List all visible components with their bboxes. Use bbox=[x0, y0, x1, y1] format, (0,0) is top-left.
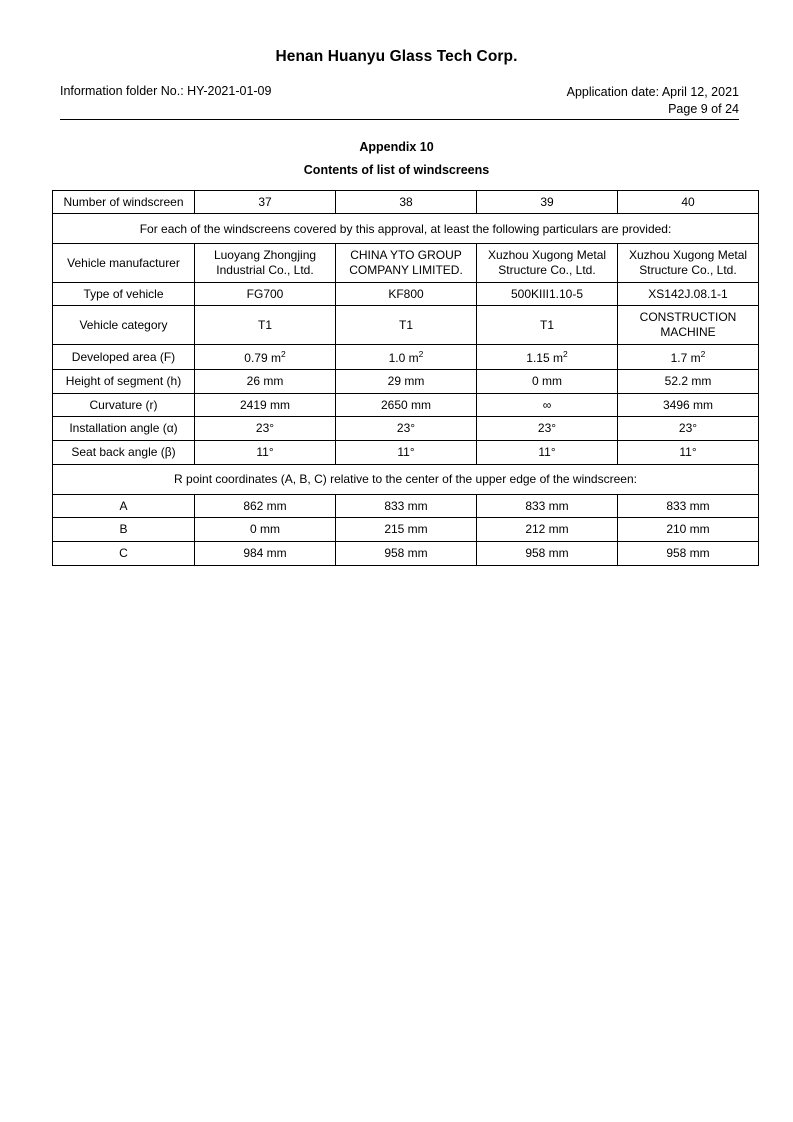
cell-seat-back-angle-1: 11° bbox=[195, 441, 336, 465]
document-meta bbox=[52, 84, 741, 118]
header-divider bbox=[60, 119, 739, 120]
cell-b-4: 210 mm bbox=[618, 518, 759, 542]
cell-category-4: CONSTRUCTION MACHINE bbox=[618, 306, 759, 344]
cell-seat-back-angle-3: 11° bbox=[477, 441, 618, 465]
cell-area-2 bbox=[336, 344, 477, 370]
table-row bbox=[53, 441, 759, 465]
cell-c-4: 958 mm bbox=[618, 541, 759, 565]
table-row bbox=[53, 244, 759, 282]
cell-height-1: 26 mm bbox=[195, 370, 336, 394]
cell-a-1: 862 mm bbox=[195, 494, 336, 518]
cell-area-4 bbox=[618, 344, 759, 370]
cell-area-3-value: 1.15 $m^2$ bbox=[526, 348, 568, 365]
cell-b-3: 212 mm bbox=[477, 518, 618, 542]
cell-type-3: 500KIII1.10-5 bbox=[477, 282, 618, 306]
cell-installation-angle-1: 23° bbox=[195, 417, 336, 441]
table-row-windscreen-numbers bbox=[53, 190, 759, 214]
row-label-b: B bbox=[53, 518, 195, 542]
table-row bbox=[53, 541, 759, 565]
cell-a-2: 833 mm bbox=[336, 494, 477, 518]
row-label-vehicle-manufacturer: Vehicle manufacturer bbox=[53, 244, 195, 282]
appendix-title: Appendix 10 bbox=[359, 139, 434, 154]
cell-a-4: 833 mm bbox=[618, 494, 759, 518]
row-label-vehicle-category: Vehicle category bbox=[53, 306, 195, 344]
row-label-height-of-segment: Height of segment (h) bbox=[53, 370, 195, 394]
cell-installation-angle-2: 23° bbox=[336, 417, 477, 441]
row-label-c: C bbox=[53, 541, 195, 565]
cell-manufacturer-4: Xuzhou Xugong Metal Structure Co., Ltd. bbox=[618, 244, 759, 282]
cell-installation-angle-4: 23° bbox=[618, 417, 759, 441]
cell-manufacturer-2: CHINA YTO GROUP COMPANY LIMITED. bbox=[336, 244, 477, 282]
row-label-seat-back-angle: Seat back angle (β) bbox=[53, 441, 195, 465]
cell-curvature-3: ∞ bbox=[477, 393, 618, 417]
cell-c-1: 984 mm bbox=[195, 541, 336, 565]
cell-area-4-value: 1.7 $m^2$ bbox=[670, 348, 706, 365]
cell-area-2-value: 1.0 $m^2$ bbox=[388, 348, 424, 365]
cell-manufacturer-1: Luoyang Zhongjing Industrial Co., Ltd. bbox=[195, 244, 336, 282]
cell-type-1: FG700 bbox=[195, 282, 336, 306]
appendix-subtitle: Contents of list of windscreens bbox=[303, 162, 490, 177]
cell-seat-back-angle-2: 11° bbox=[336, 441, 477, 465]
cell-category-2: T1 bbox=[336, 306, 477, 344]
info-folder-number: Information folder No.: HY-2021-01-09 bbox=[60, 84, 272, 98]
cell-type-2: KF800 bbox=[336, 282, 477, 306]
row-label-installation-angle: Installation angle (α) bbox=[53, 417, 195, 441]
cell-b-2: 215 mm bbox=[336, 518, 477, 542]
windscreen-number-3: 39 bbox=[477, 190, 618, 214]
row-label-a: A bbox=[53, 494, 195, 518]
page-title: Henan Huanyu Glass Tech Corp. bbox=[275, 48, 518, 65]
row-label-type-of-vehicle: Type of vehicle bbox=[53, 282, 195, 306]
table-row bbox=[53, 393, 759, 417]
cell-type-4: XS142J.08.1-1 bbox=[618, 282, 759, 306]
cell-installation-angle-3: 23° bbox=[477, 417, 618, 441]
table-row bbox=[53, 306, 759, 344]
table-row bbox=[53, 494, 759, 518]
cell-area-3 bbox=[477, 344, 618, 370]
cell-height-2: 29 mm bbox=[336, 370, 477, 394]
cell-a-3: 833 mm bbox=[477, 494, 618, 518]
note-particulars: For each of the windscreens covered by this approval, at least the following particulars are provided: bbox=[53, 214, 759, 244]
table-row bbox=[53, 344, 759, 370]
table-row-note-rpoint bbox=[53, 464, 759, 494]
table-row bbox=[53, 282, 759, 306]
cell-b-1: 0 mm bbox=[195, 518, 336, 542]
cell-manufacturer-3: Xuzhou Xugong Metal Structure Co., Ltd. bbox=[477, 244, 618, 282]
cell-curvature-1: 2419 mm bbox=[195, 393, 336, 417]
cell-height-4: 52.2 mm bbox=[618, 370, 759, 394]
application-meta bbox=[567, 84, 741, 118]
cell-category-3: T1 bbox=[477, 306, 618, 344]
note-r-point: R point coordinates (A, B, C) relative to the center of the upper edge of the windscreen: bbox=[53, 464, 759, 494]
application-date: Application date: April 12, 2021 bbox=[566, 85, 739, 99]
cell-curvature-4: 3496 mm bbox=[618, 393, 759, 417]
cell-height-3: 0 mm bbox=[477, 370, 618, 394]
windscreen-table bbox=[52, 190, 759, 566]
row-label-developed-area: Developed area (F) bbox=[53, 344, 195, 370]
cell-seat-back-angle-4: 11° bbox=[618, 441, 759, 465]
windscreen-number-2: 38 bbox=[336, 190, 477, 214]
row-label-windscreen-number: Number of windscreen bbox=[53, 190, 195, 214]
cell-area-1 bbox=[195, 344, 336, 370]
cell-c-2: 958 mm bbox=[336, 541, 477, 565]
windscreen-number-4: 40 bbox=[618, 190, 759, 214]
page-number: Page 9 of 24 bbox=[668, 101, 739, 116]
cell-curvature-2: 2650 mm bbox=[336, 393, 477, 417]
row-label-curvature: Curvature (r) bbox=[53, 393, 195, 417]
cell-area-1-value: 0.79 $m^2$ bbox=[244, 348, 286, 365]
cell-c-3: 958 mm bbox=[477, 541, 618, 565]
table-row-note-particulars bbox=[53, 214, 759, 244]
cell-category-1: T1 bbox=[195, 306, 336, 344]
table-row bbox=[53, 417, 759, 441]
windscreen-number-1: 37 bbox=[195, 190, 336, 214]
table-row bbox=[53, 370, 759, 394]
table-row bbox=[53, 518, 759, 542]
